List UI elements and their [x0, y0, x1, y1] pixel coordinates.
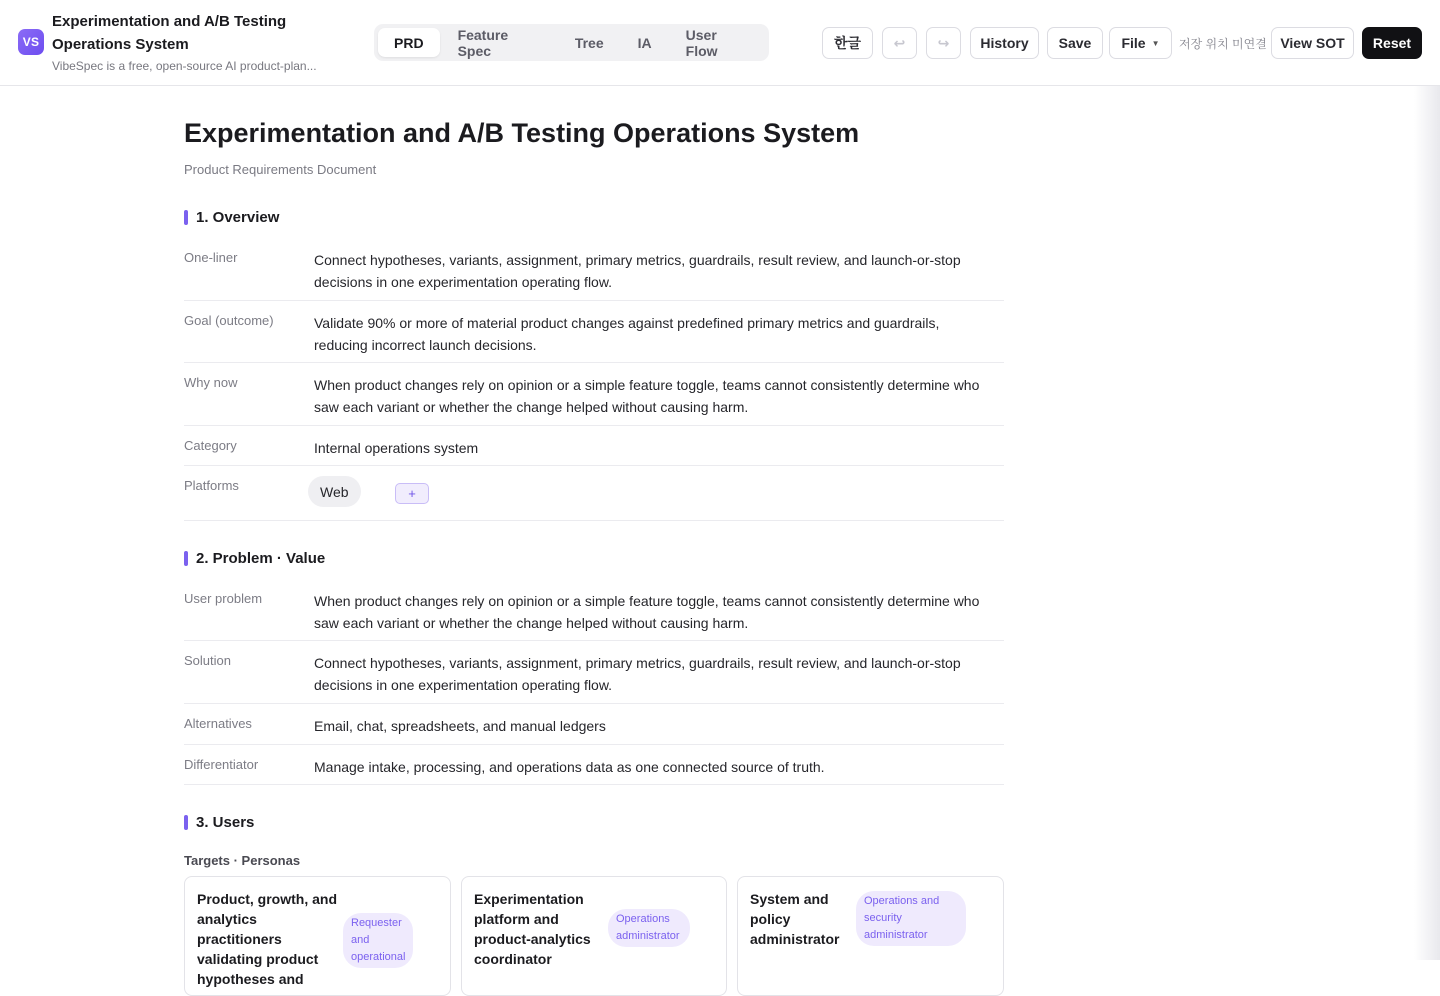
redo-icon: ↪ [937, 34, 950, 51]
field-value[interactable]: When product changes rely on opinion or a simple feature toggle, teams cannot consistently determine who saw each variant or whether the change helped without causing harm. [314, 377, 980, 415]
language-button[interactable]: 한글 [822, 27, 873, 59]
persona-title: Experimentation platform and product-analytics coordinator [474, 891, 591, 967]
field-row-category[interactable] [184, 426, 1004, 466]
field-value[interactable]: Email, chat, spreadsheets, and manual ledgers [314, 718, 606, 734]
file-menu-label: File [1121, 35, 1146, 51]
view-sot-button[interactable]: View SOT [1271, 27, 1354, 59]
reset-button[interactable]: Reset [1362, 27, 1422, 59]
field-label: User problem [184, 591, 263, 606]
platform-chip[interactable]: Web [308, 476, 361, 507]
field-row-alternatives[interactable] [184, 704, 1004, 745]
field-value[interactable]: When product changes rely on opinion or a simple feature toggle, teams cannot consistently determine who saw each variant or whether the change helped without causing harm. [314, 593, 980, 631]
field-row-why-now[interactable] [184, 363, 1004, 426]
persona-card[interactable] [461, 876, 727, 996]
persona-role-badge: Requester and operational [343, 913, 413, 968]
field-label: Platforms [184, 478, 239, 493]
field-label: Alternatives [184, 716, 252, 731]
persona-title: Product, growth, and analytics practitioners validating product hypotheses and [197, 891, 337, 987]
field-row-platforms [184, 466, 1004, 521]
scroll-edge-shadow [1414, 86, 1440, 960]
tab-user-flow[interactable]: User Flow [685, 26, 718, 59]
section-heading-overview: 1. Overview [184, 210, 279, 226]
tab-ia[interactable]: IA [637, 34, 652, 51]
personas-subheading: Targets · Personas [184, 853, 301, 868]
file-menu-button[interactable] [1109, 27, 1172, 59]
caret-down-icon: ▼ [1151, 38, 1160, 48]
field-label: One-liner [184, 250, 238, 265]
tab-feature-spec[interactable]: Feature Spec [457, 26, 509, 59]
field-row-user-problem[interactable] [184, 579, 1004, 641]
document-subtitle: Product Requirements Document [184, 162, 377, 177]
field-row-solution[interactable] [184, 641, 1004, 704]
persona-card[interactable] [184, 876, 451, 996]
field-label: Why now [184, 375, 238, 390]
field-value[interactable]: Manage intake, processing, and operations data as one connected source of truth. [314, 759, 825, 775]
history-button[interactable]: History [970, 27, 1039, 59]
field-value[interactable]: Connect hypotheses, variants, assignment, primary metrics, guardrails, result review, and launch-or-stop decisions in one experimentation operating flow. [314, 655, 961, 693]
field-label: Category [184, 438, 237, 453]
persona-card[interactable] [737, 876, 1004, 996]
persona-role-badge: Operations and security administrator [856, 891, 966, 946]
app-title: Experimentation and A/B Testing Operations System [52, 13, 287, 53]
save-location-status: 저장 위치 미연결 [1179, 37, 1267, 51]
field-row-goal[interactable] [184, 301, 1004, 363]
undo-icon: ↩ [893, 34, 906, 51]
top-bar [0, 0, 1440, 86]
redo-button[interactable] [926, 27, 961, 59]
app-subtitle: VibeSpec is a free, open-source AI product-plan... [52, 59, 317, 73]
tab-prd[interactable]: PRD [378, 28, 440, 57]
app-logo: VS [18, 29, 44, 55]
field-row-differentiator[interactable] [184, 745, 1004, 785]
field-label: Differentiator [184, 757, 259, 772]
field-label: Goal (outcome) [184, 313, 274, 328]
field-value[interactable]: Connect hypotheses, variants, assignment, primary metrics, guardrails, result review, and launch-or-stop decisions in one experimentation operating flow. [314, 252, 961, 290]
add-platform-button[interactable]: + [395, 483, 429, 504]
field-value[interactable]: Validate 90% or more of material product changes against predefined primary metrics and guardrails, reducing incorrect launch decisions. [314, 315, 940, 353]
section-heading-problem-value: 2. Problem · Value [184, 551, 325, 567]
document-title: Experimentation and A/B Testing Operations System [184, 118, 860, 148]
save-button[interactable]: Save [1047, 27, 1103, 59]
section-heading-users: 3. Users [184, 815, 254, 831]
tab-tree[interactable]: Tree [574, 34, 604, 51]
field-value[interactable]: Internal operations system [314, 440, 479, 456]
persona-title: System and policy administrator [750, 891, 840, 947]
persona-role-badge: Operations administrator [608, 909, 690, 947]
view-tabs [374, 24, 769, 61]
field-label: Solution [184, 653, 231, 668]
field-row-one-liner[interactable] [184, 238, 1004, 301]
undo-button[interactable] [882, 27, 917, 59]
